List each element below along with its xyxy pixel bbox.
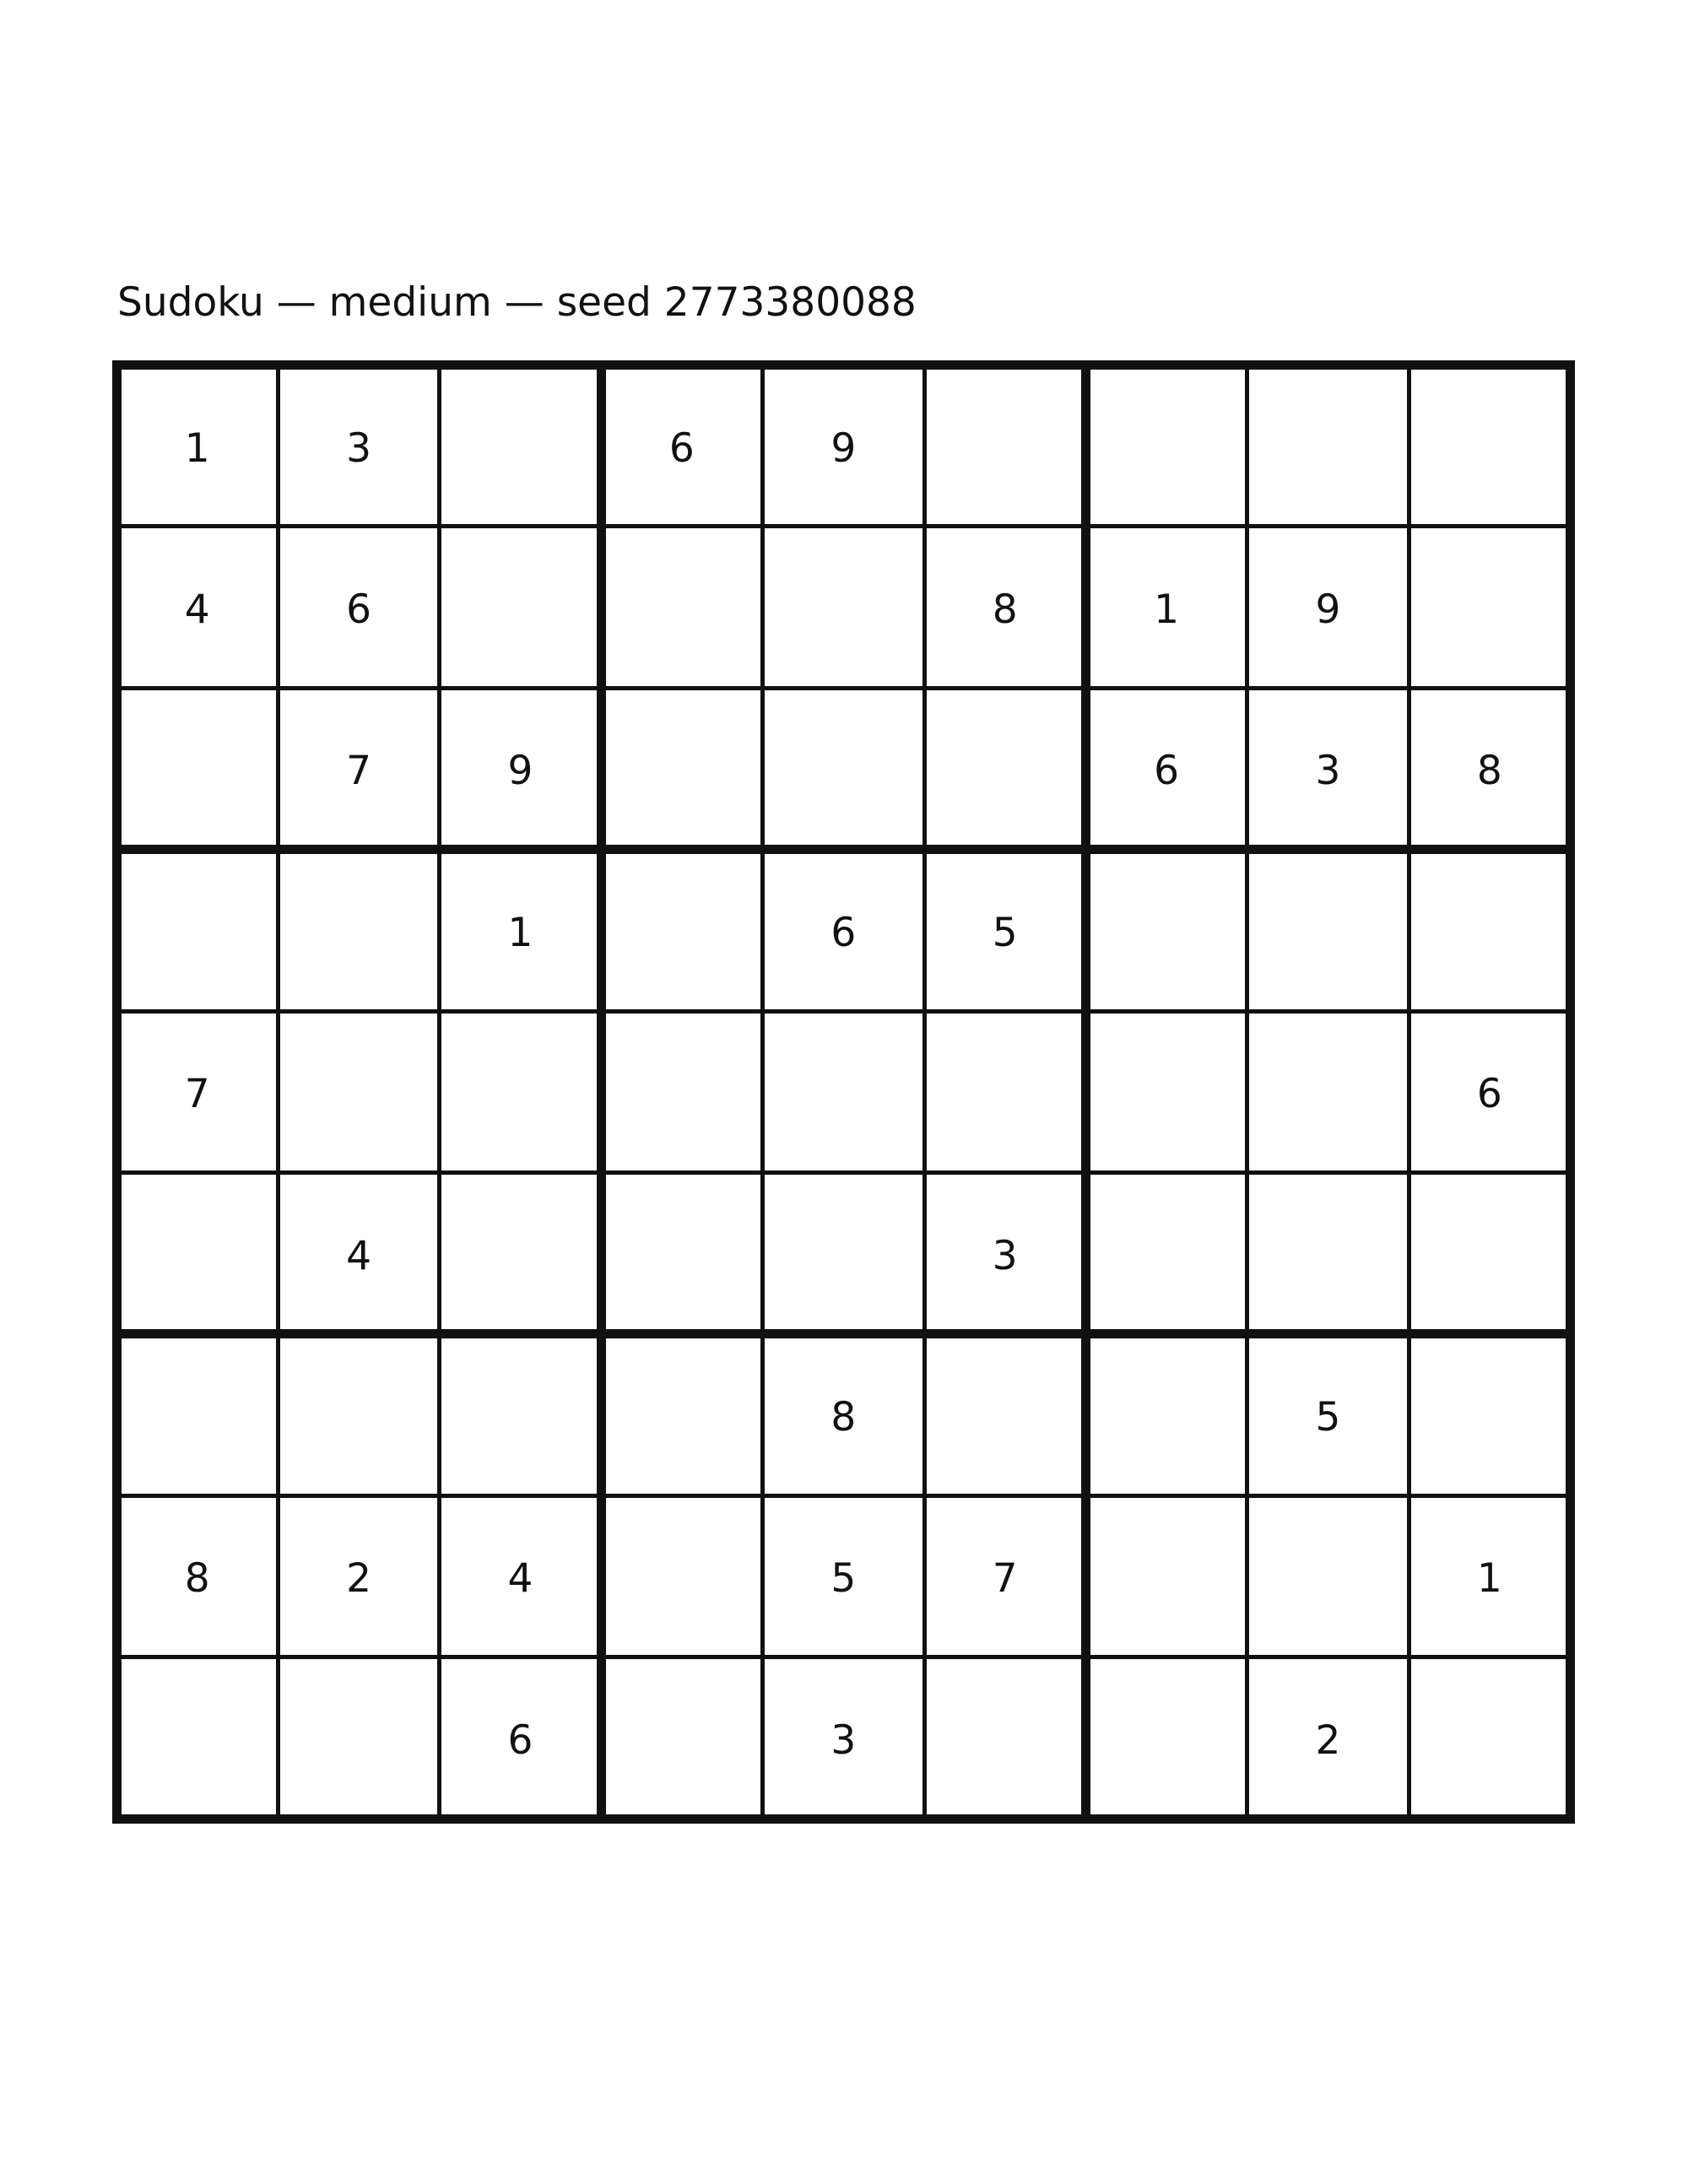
sudoku-cell-r6c4[interactable] bbox=[601, 1173, 762, 1334]
sudoku-cell-r9c1[interactable] bbox=[116, 1657, 278, 1819]
puzzle-title: Sudoku — medium — seed 2773380088 bbox=[117, 279, 917, 326]
sudoku-cell-r7c8[interactable]: 5 bbox=[1315, 1394, 1341, 1441]
sudoku-cell-r9c7[interactable] bbox=[1085, 1657, 1247, 1819]
sudoku-cell-r6c6[interactable]: 3 bbox=[992, 1232, 1018, 1279]
grid-line-horizontal-thin bbox=[112, 686, 1576, 690]
sudoku-cell-r1c4[interactable]: 6 bbox=[668, 424, 695, 472]
sudoku-cell-r5c8[interactable] bbox=[1247, 1011, 1409, 1172]
sudoku-cell-r8c3[interactable]: 4 bbox=[507, 1555, 533, 1603]
grid-line-vertical-thin bbox=[922, 360, 927, 1824]
sudoku-cell-r3c6[interactable] bbox=[924, 688, 1085, 849]
sudoku-cell-r2c6[interactable]: 8 bbox=[992, 587, 1018, 634]
sudoku-cell-r6c7[interactable] bbox=[1085, 1173, 1247, 1334]
sudoku-cell-r8c4[interactable] bbox=[601, 1495, 762, 1657]
sudoku-cell-r4c4[interactable] bbox=[601, 850, 762, 1011]
grid-line-vertical-thin bbox=[276, 360, 280, 1824]
sudoku-cell-r5c6[interactable] bbox=[924, 1011, 1085, 1172]
grid-line-horizontal-thin bbox=[112, 1170, 1576, 1175]
sudoku-cell-r6c2[interactable]: 4 bbox=[346, 1232, 372, 1279]
grid-line-vertical-thin bbox=[1407, 360, 1411, 1824]
sudoku-cell-r2c2[interactable]: 6 bbox=[346, 587, 372, 634]
sudoku-cell-r4c3[interactable]: 1 bbox=[507, 909, 533, 956]
sudoku-cell-r3c4[interactable] bbox=[601, 688, 762, 849]
sudoku-cell-r4c7[interactable] bbox=[1085, 850, 1247, 1011]
sudoku-cell-r6c5[interactable] bbox=[763, 1173, 924, 1334]
grid-line-horizontal-thick bbox=[112, 1814, 1576, 1824]
sudoku-cell-r9c3[interactable]: 6 bbox=[507, 1716, 533, 1764]
sudoku-cell-r4c2[interactable] bbox=[278, 850, 439, 1011]
grid-line-horizontal-thick bbox=[112, 845, 1576, 854]
sudoku-cell-r9c2[interactable] bbox=[278, 1657, 439, 1819]
sudoku-cell-r8c9[interactable]: 1 bbox=[1476, 1555, 1502, 1603]
sudoku-cell-r6c1[interactable] bbox=[116, 1173, 278, 1334]
sudoku-cell-r4c6[interactable]: 5 bbox=[992, 909, 1018, 956]
sudoku-cell-r1c2[interactable]: 3 bbox=[346, 424, 372, 472]
sudoku-cell-r9c6[interactable] bbox=[924, 1657, 1085, 1819]
sudoku-cell-r4c5[interactable]: 6 bbox=[830, 909, 857, 956]
sudoku-cell-r3c5[interactable] bbox=[763, 688, 924, 849]
sudoku-cell-r1c8[interactable] bbox=[1247, 365, 1409, 527]
sudoku-cell-r1c7[interactable] bbox=[1085, 365, 1247, 527]
sudoku-cell-r5c4[interactable] bbox=[601, 1011, 762, 1172]
sudoku-cell-r2c9[interactable] bbox=[1409, 527, 1570, 688]
grid-line-horizontal-thin bbox=[112, 524, 1576, 528]
sudoku-cell-r6c8[interactable] bbox=[1247, 1173, 1409, 1334]
grid-line-vertical-thick bbox=[1081, 360, 1090, 1824]
sudoku-cell-r1c3[interactable] bbox=[440, 365, 601, 527]
sudoku-cell-r5c2[interactable] bbox=[278, 1011, 439, 1172]
sudoku-cell-r3c3[interactable]: 9 bbox=[507, 748, 533, 795]
sudoku-cell-r9c9[interactable] bbox=[1409, 1657, 1570, 1819]
grid-line-horizontal-thick bbox=[112, 1329, 1576, 1338]
sudoku-cell-r4c1[interactable] bbox=[116, 850, 278, 1011]
grid-line-horizontal-thin bbox=[112, 1655, 1576, 1659]
sudoku-cell-r8c2[interactable]: 2 bbox=[346, 1555, 372, 1603]
sudoku-cell-r7c2[interactable] bbox=[278, 1334, 439, 1495]
grid-line-vertical-thin bbox=[1245, 360, 1249, 1824]
sudoku-cell-r3c1[interactable] bbox=[116, 688, 278, 849]
sudoku-cell-r7c4[interactable] bbox=[601, 1334, 762, 1495]
sudoku-cell-r2c7[interactable]: 1 bbox=[1154, 587, 1180, 634]
sudoku-cell-r8c6[interactable]: 7 bbox=[992, 1555, 1018, 1603]
sudoku-cell-r1c5[interactable]: 9 bbox=[830, 424, 857, 472]
sudoku-cell-r8c8[interactable] bbox=[1247, 1495, 1409, 1657]
sudoku-cell-r6c9[interactable] bbox=[1409, 1173, 1570, 1334]
sudoku-cell-r7c1[interactable] bbox=[116, 1334, 278, 1495]
sudoku-cell-r7c5[interactable]: 8 bbox=[830, 1394, 857, 1441]
sudoku-cell-r1c6[interactable] bbox=[924, 365, 1085, 527]
sudoku-cell-r7c7[interactable] bbox=[1085, 1334, 1247, 1495]
sudoku-cell-r7c9[interactable] bbox=[1409, 1334, 1570, 1495]
sudoku-cell-r1c1[interactable]: 1 bbox=[184, 424, 210, 472]
sudoku-cell-r8c7[interactable] bbox=[1085, 1495, 1247, 1657]
sudoku-cell-r2c1[interactable]: 4 bbox=[184, 587, 210, 634]
sudoku-cell-r9c5[interactable]: 3 bbox=[830, 1716, 857, 1764]
sudoku-cell-r7c3[interactable] bbox=[440, 1334, 601, 1495]
grid-line-vertical-thin bbox=[437, 360, 441, 1824]
sudoku-cell-r4c8[interactable] bbox=[1247, 850, 1409, 1011]
sudoku-cell-r3c9[interactable]: 8 bbox=[1476, 748, 1502, 795]
sudoku-cell-r5c3[interactable] bbox=[440, 1011, 601, 1172]
grid-line-vertical-thin bbox=[760, 360, 765, 1824]
sudoku-cell-r8c5[interactable]: 5 bbox=[830, 1555, 857, 1603]
sudoku-cell-r6c3[interactable] bbox=[440, 1173, 601, 1334]
sudoku-cell-r7c6[interactable] bbox=[924, 1334, 1085, 1495]
sudoku-cell-r5c1[interactable]: 7 bbox=[184, 1071, 210, 1118]
sudoku-cell-r1c9[interactable] bbox=[1409, 365, 1570, 527]
sudoku-cell-r4c9[interactable] bbox=[1409, 850, 1570, 1011]
grid-line-vertical-thick bbox=[597, 360, 606, 1824]
sudoku-cell-r5c7[interactable] bbox=[1085, 1011, 1247, 1172]
sudoku-cell-r2c8[interactable]: 9 bbox=[1315, 587, 1341, 634]
sudoku-cell-r5c5[interactable] bbox=[763, 1011, 924, 1172]
sudoku-cell-r2c3[interactable] bbox=[440, 527, 601, 688]
sudoku-cell-r3c2[interactable]: 7 bbox=[346, 748, 372, 795]
grid-line-vertical-thick bbox=[1566, 360, 1575, 1824]
grid-line-horizontal-thin bbox=[112, 1494, 1576, 1498]
grid-line-horizontal-thin bbox=[112, 1009, 1576, 1014]
sudoku-cell-r2c5[interactable] bbox=[763, 527, 924, 688]
sudoku-cell-r3c8[interactable]: 3 bbox=[1315, 748, 1341, 795]
sudoku-cell-r2c4[interactable] bbox=[601, 527, 762, 688]
grid-line-horizontal-thick bbox=[112, 360, 1576, 370]
sudoku-cell-r9c4[interactable] bbox=[601, 1657, 762, 1819]
sudoku-cell-r3c7[interactable]: 6 bbox=[1154, 748, 1180, 795]
grid-line-vertical-thick bbox=[112, 360, 122, 1824]
sudoku-cell-r8c1[interactable]: 8 bbox=[184, 1555, 210, 1603]
sudoku-cell-r5c9[interactable]: 6 bbox=[1476, 1071, 1502, 1118]
sudoku-cell-r9c8[interactable]: 2 bbox=[1315, 1716, 1341, 1764]
